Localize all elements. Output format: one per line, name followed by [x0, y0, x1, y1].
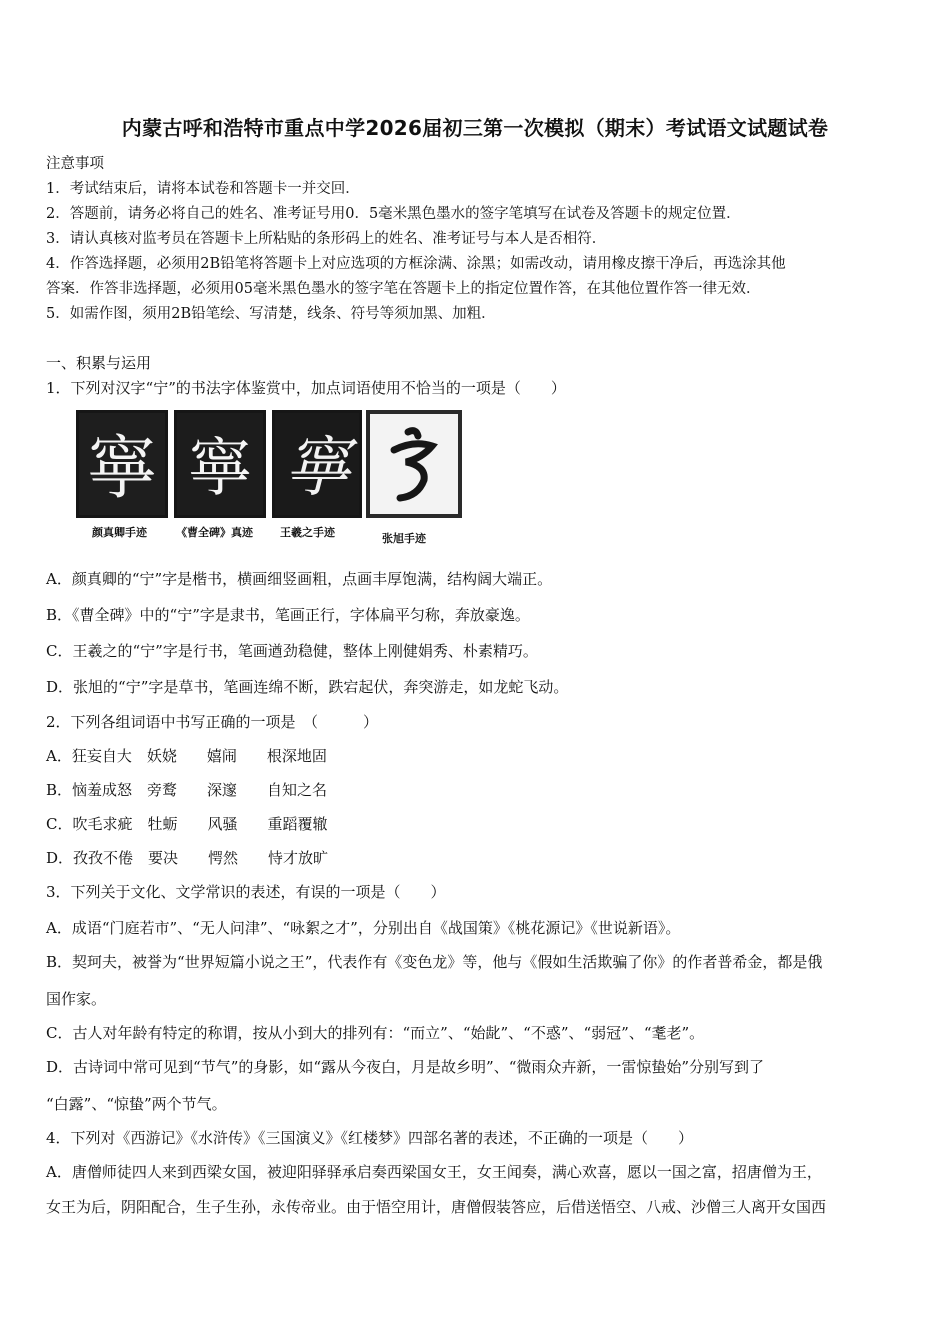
q1-option-c: C．王羲之的“宁”字是行书，笔画遒劲稳健，整体上刚健娟秀、朴素精巧。: [46, 642, 538, 660]
calligraphy-tile-caoquan: [174, 410, 266, 518]
notice-item: 3．请认真核对监考员在答题卡上所粘贴的条形码上的姓名、准考证号与本人是否相符．: [46, 231, 607, 247]
notice-item: 答案．作答非选择题，必须用05毫米黑色墨水的签字笔在答题卡上的指定位置作答，在其他位置作答一律无效．: [46, 281, 761, 297]
notice-item: 1．考试结束后，请将本试卷和答题卡一并交回．: [46, 181, 360, 197]
q2-option-a: A．狂妄自大 妖娆 嬉闹 根深地固: [46, 747, 327, 765]
notice-item: 2．答题前，请务必将自己的姓名、准考证号用0．5毫米黑色墨水的签字笔填写在试卷及答题卡的规定位置．: [46, 206, 741, 222]
caption-yan: 颜真卿手迹: [92, 526, 147, 539]
q2-option-d: D．孜孜不倦 要决 愕然 恃才放旷: [46, 849, 329, 867]
q3-option-c: C．古人对年龄有特定的称谓，按从小到大的排列有：“而立”、“始龀”、“不惑”、“弱冠”、“耄老”。: [46, 1024, 705, 1042]
section-heading: 一、积累与运用: [46, 354, 152, 372]
q2-stem: 2．下列各组词语中书写正确的一项是 （ ）: [46, 713, 379, 731]
q3-option-b: B．契珂夫，被誉为“世界短篇小说之王”，代表作有《变色龙》等，他与《假如生活欺骗了你》的作者普希金，都是俄: [46, 953, 823, 971]
glyph-wang: 寧: [284, 429, 350, 506]
caption-caoquan: 《曹全碑》真迹: [176, 526, 253, 539]
caption-zhangxu: 张旭手迹: [382, 532, 426, 545]
glyph-yan: 寧: [87, 427, 157, 509]
calligraphy-tile-yan: [76, 410, 168, 518]
notice-item: 4．作答选择题，必须用2B铅笔将答题卡上对应选项的方框涂满、涂黑；如需改动，请用橡皮擦干净后，再选涂其他: [46, 256, 786, 272]
page-title: 内蒙古呼和浩特市重点中学2026届初三第一次模拟（期末）考试语文试题试卷: [121, 116, 829, 140]
notice-heading: 注意事项: [46, 156, 104, 172]
q2-option-c: C．吹毛求疵 牡蛎 风骚 重蹈覆辙: [46, 815, 328, 833]
calligraphy-tile-wang: [272, 410, 362, 518]
q3-stem: 3．下列关于文化、文学常识的表述，有误的一项是（ ）: [46, 883, 446, 901]
q4-stem: 4．下列对《西游记》《水浒传》《三国演义》《红楼梦》四部名著的表述，不正确的一项是（ ）: [46, 1129, 694, 1147]
q1-option-a: A．颜真卿的“宁”字是楷书，横画细竖画粗，点画丰厚饱满，结构阔大端正。: [46, 570, 553, 588]
q3-option-d: D．古诗词中常可见到“节气”的身影，如“露从今夜白，月是故乡明”、“微雨众卉新，一雷惊蛰始”分别写到了: [46, 1058, 765, 1076]
q1-option-b: B．《曹全碑》中的“宁”字是隶书，笔画正行，字体扁平匀称，奔放豪逸。: [46, 606, 530, 624]
q1-stem: 1．下列对汉字“宁”的书法字体鉴赏中，加点词语使用不恰当的一项是（ ）: [46, 379, 566, 397]
q4-option-a-cont: 女王为后，阴阳配合，生子生孙，永传帝业。由于悟空用计，唐僧假装答应，后借送悟空、八戒、沙僧三人离开女国西: [46, 1198, 827, 1216]
q3-option-d-cont: “白露”、“惊蛰”两个节气。: [46, 1095, 227, 1113]
q3-option-b-cont: 国作家。: [46, 990, 107, 1008]
notice-item: 5．如需作图，须用2B铅笔绘、写清楚，线条、符号等须加黑、加粗．: [46, 306, 496, 322]
glyph-caoquan: 寧: [188, 432, 252, 506]
q1-option-d: D．张旭的“宁”字是草书，笔画连绵不断，跌宕起伏，奔突游走，如龙蛇飞动。: [46, 678, 569, 696]
q4-option-a: A．唐僧师徒四人来到西梁女国，被迎阳驿驿承启奏西梁国女王，女王闻奏，满心欢喜，愿以一国之富，招唐僧为王，: [46, 1163, 822, 1181]
caption-wang: 王羲之手迹: [280, 526, 335, 539]
q3-option-a: A．成语“门庭若市”、“无人问津”、“咏絮之才”，分别出自《战国策》《桃花源记》《世说新语》。: [46, 919, 681, 937]
calligraphy-tile-zhangxu: [366, 410, 462, 518]
glyph-zhangxu: 宁: [413, 480, 415, 481]
q2-option-b: B．恼羞成怒 旁鹜 深邃 自知之名: [46, 781, 328, 799]
